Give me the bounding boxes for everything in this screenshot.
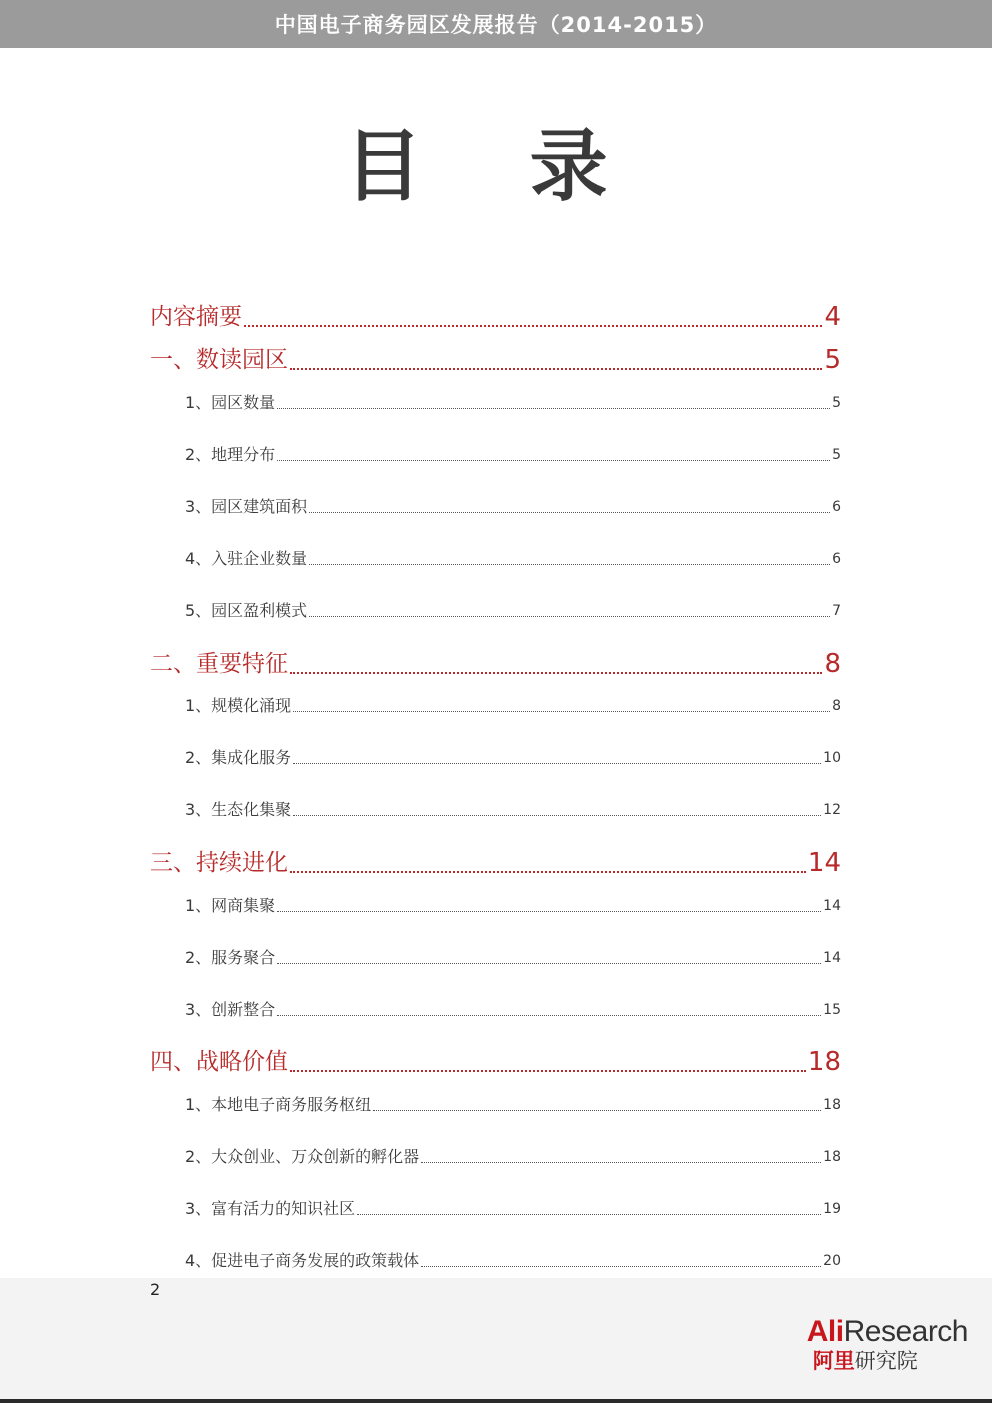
toc-leader-dots	[357, 1214, 821, 1215]
toc-leader-dots	[293, 815, 821, 816]
toc-page-number: 18	[823, 1097, 841, 1113]
toc-page-number: 14	[807, 848, 841, 878]
toc-page-number: 4	[824, 302, 841, 332]
logo-chinese	[813, 1348, 968, 1374]
report-header-title: 中国电子商务园区发展报告（2014-2015）	[274, 13, 718, 37]
toc-item[interactable]	[185, 392, 841, 414]
page-title: 目 录	[344, 122, 648, 212]
toc-leader-dots	[244, 325, 822, 327]
toc-item[interactable]	[185, 444, 841, 466]
toc-page-number: 14	[823, 950, 841, 966]
toc-page-number: 19	[823, 1201, 841, 1217]
logo-english	[807, 1316, 968, 1348]
toc-item[interactable]	[185, 1094, 841, 1116]
toc-page-number: 15	[823, 1002, 841, 1018]
toc-item[interactable]	[185, 1198, 841, 1220]
toc-section[interactable]	[150, 848, 841, 878]
logo-en-accent: Ali	[806, 1315, 844, 1348]
toc-label: 3、园区建筑面积	[185, 497, 308, 516]
toc-item[interactable]	[185, 695, 841, 717]
toc-label: 三、持续进化	[150, 850, 288, 876]
toc-page-number: 6	[832, 551, 841, 567]
toc-page-number: 5	[832, 395, 841, 411]
toc-label: 5、园区盈利模式	[185, 601, 308, 620]
toc-page-number: 6	[832, 499, 841, 515]
toc-label: 3、创新整合	[185, 1000, 276, 1019]
toc-page-number: 18	[807, 1047, 841, 1077]
toc-label: 3、富有活力的知识社区	[185, 1199, 356, 1218]
logo-cn-rest: 研究院	[854, 1349, 918, 1373]
toc-label: 一、数读园区	[150, 347, 288, 373]
toc-leader-dots	[421, 1266, 821, 1267]
toc-label: 内容摘要	[150, 304, 242, 330]
toc-leader-dots	[277, 911, 821, 912]
toc-label: 2、服务聚合	[185, 948, 276, 967]
toc-item[interactable]	[185, 496, 841, 518]
toc-label: 二、重要特征	[150, 651, 288, 677]
bottom-bar	[0, 1399, 992, 1403]
toc-leader-dots	[373, 1110, 821, 1111]
toc-leader-dots	[421, 1162, 821, 1163]
toc-page-number: 10	[823, 750, 841, 766]
logo-cn-accent: 阿里	[812, 1349, 855, 1373]
toc-leader-dots	[309, 512, 830, 513]
toc-item[interactable]	[185, 548, 841, 570]
toc-item[interactable]	[185, 600, 841, 622]
toc-item[interactable]	[185, 1250, 841, 1272]
toc-item[interactable]	[185, 799, 841, 821]
toc-leader-dots	[277, 460, 830, 461]
toc-page-number: 8	[832, 698, 841, 714]
toc-label: 4、促进电子商务发展的政策载体	[185, 1251, 420, 1270]
toc-section[interactable]	[150, 649, 841, 679]
toc-leader-dots	[290, 871, 806, 873]
toc-leader-dots	[293, 763, 821, 764]
toc-page-number: 18	[823, 1149, 841, 1165]
toc-leader-dots	[277, 408, 830, 409]
toc-label: 3、生态化集聚	[185, 800, 292, 819]
toc-label: 四、战略价值	[150, 1049, 288, 1075]
toc-label: 1、园区数量	[185, 393, 276, 412]
toc-page-number: 20	[823, 1253, 841, 1269]
toc-leader-dots	[277, 1015, 821, 1016]
toc-page-number: 7	[832, 603, 841, 619]
toc-label: 1、规模化涌现	[185, 696, 292, 715]
toc-leader-dots	[309, 564, 830, 565]
footer-page-number: 2	[150, 1280, 161, 1299]
toc-item[interactable]	[185, 947, 841, 969]
toc-label: 1、网商集聚	[185, 896, 276, 915]
report-header	[0, 0, 992, 48]
toc-item[interactable]	[185, 1146, 841, 1168]
logo-en-rest: Research	[843, 1315, 968, 1348]
toc-label: 4、入驻企业数量	[185, 549, 308, 568]
toc-section[interactable]	[150, 302, 841, 332]
aliresearch-logo	[807, 1316, 968, 1374]
toc-section[interactable]	[150, 345, 841, 375]
toc-page-number: 14	[823, 898, 841, 914]
toc-page-number: 12	[823, 802, 841, 818]
toc-leader-dots	[309, 616, 830, 617]
toc-leader-dots	[290, 1070, 806, 1072]
toc-page-number: 5	[832, 447, 841, 463]
toc-page-number: 8	[824, 649, 841, 679]
toc-item[interactable]	[185, 747, 841, 769]
toc-label: 2、集成化服务	[185, 748, 292, 767]
toc-label: 2、大众创业、万众创新的孵化器	[185, 1147, 420, 1166]
toc-leader-dots	[277, 963, 821, 964]
toc-label: 1、本地电子商务服务枢纽	[185, 1095, 372, 1114]
toc-leader-dots	[290, 368, 822, 370]
toc-leader-dots	[293, 711, 830, 712]
toc-item[interactable]	[185, 999, 841, 1021]
toc-label: 2、地理分布	[185, 445, 276, 464]
toc-leader-dots	[290, 672, 822, 674]
toc-section[interactable]	[150, 1047, 841, 1077]
toc-page-number: 5	[824, 345, 841, 375]
toc-item[interactable]	[185, 895, 841, 917]
